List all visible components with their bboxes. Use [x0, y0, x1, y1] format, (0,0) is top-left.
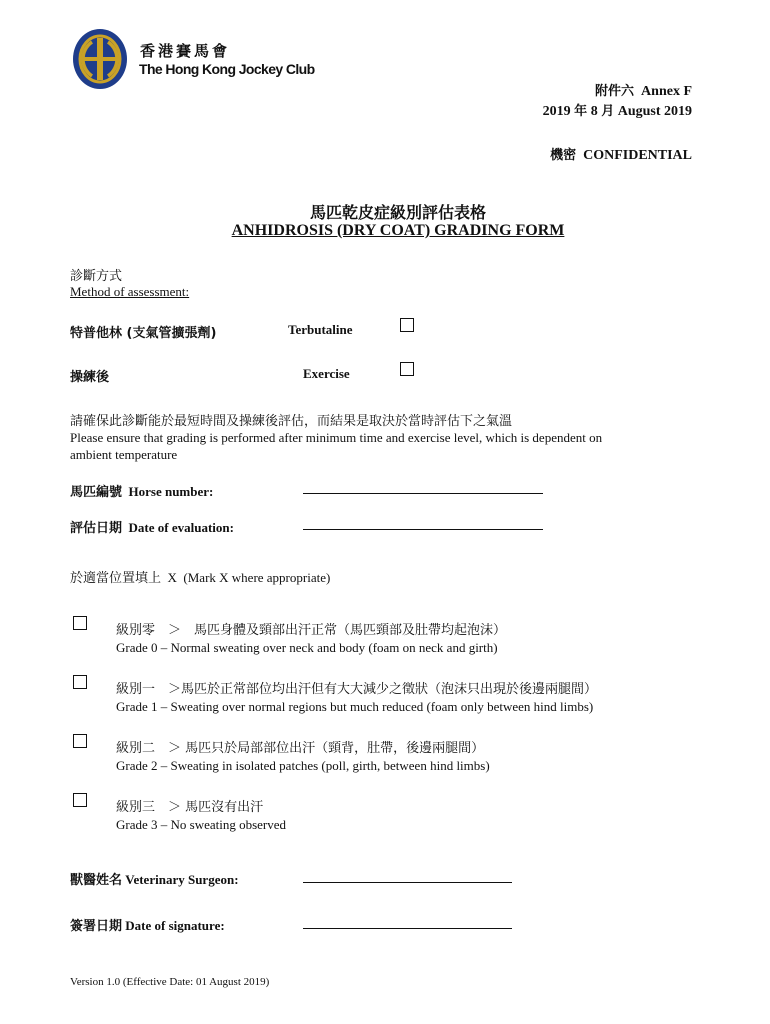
grade-2-english: Grade 2 – Sweating in isolated patches (poll, girth, between hind limbs): [116, 758, 490, 773]
grade-3-chinese: 級別三 ＞ 馬匹沒有出汗: [116, 800, 264, 815]
grade-2-checkbox[interactable]: [73, 734, 87, 748]
mark-instruction: 於適當位置填上 X (Mark X where appropriate): [70, 570, 331, 586]
logo-english-text: The Hong Kong Jockey Club: [139, 61, 315, 77]
grade-0-english: Grade 0 – Normal sweating over neck and body (foam on neck and girth): [116, 640, 498, 655]
grade-1-english: Grade 1 – Sweating over normal regions but much reduced (foam only between hind limbs): [116, 699, 594, 714]
signature-date-label: 簽署日期 Date of signature:: [70, 918, 225, 934]
horse-number-input-line[interactable]: [303, 493, 543, 494]
evaluation-date-input-line[interactable]: [303, 529, 543, 530]
document-date: 2019 年 8 月 August 2019: [542, 104, 692, 119]
method-exercise-english: Exercise: [303, 366, 350, 381]
hkjc-logo-icon: [72, 28, 128, 90]
logo-chinese-text: 香港賽馬會: [140, 42, 231, 60]
grade-2-chinese: 級別二 ＞ 馬匹只於局部部位出汗（頸背，肚帶，後邊兩腿間）: [116, 741, 485, 756]
grade-3-english: Grade 3 – No sweating observed: [116, 817, 287, 832]
note-chinese: 請確保此診斷能於最短時間及操練後評估，而結果是取決於當時評估下之氣溫: [70, 414, 513, 429]
veterinary-surgeon-label: 獸醫姓名 Veterinary Surgeon:: [70, 872, 239, 888]
grade-0-chinese: 級別零 ＞ 馬匹身體及頸部出汗正常（馬匹頸部及肚帶均起泡沫）: [116, 623, 507, 638]
form-title-english: ANHIDROSIS (DRY COAT) GRADING FORM: [231, 222, 565, 239]
method-label-english: Method of assessment:: [70, 284, 190, 299]
version-footer: Version 1.0 (Effective Date: 01 August 2019): [70, 976, 270, 988]
note-english-line2: ambient temperature: [70, 447, 178, 462]
horse-number-label: 馬匹編號 Horse number:: [70, 484, 214, 500]
form-title-chinese: 馬匹乾皮症級別評估表格: [309, 203, 486, 222]
signature-date-input-line[interactable]: [303, 928, 512, 929]
evaluation-date-label: 評估日期 Date of evaluation:: [70, 520, 234, 536]
veterinary-surgeon-input-line[interactable]: [303, 882, 512, 883]
grade-3-checkbox[interactable]: [73, 793, 87, 807]
note-english-line1: Please ensure that grading is performed after minimum time and exercise level, which is dependent on: [70, 430, 603, 445]
grade-1-chinese: 級別一 ＞馬匹於正常部位均出汗但有大大減少之徵狀（泡沫只出現於後邊兩腿間）: [116, 682, 598, 697]
confidential-label: 機密 CONFIDENTIAL: [550, 148, 692, 163]
grade-0-checkbox[interactable]: [73, 616, 87, 630]
method-terbutaline-chinese: 特普他林 (支氣管擴張劑): [70, 326, 217, 341]
exercise-checkbox[interactable]: [400, 362, 414, 376]
method-label-chinese: 診斷方式: [70, 269, 123, 284]
annex-label: 附件六 Annex F: [595, 84, 692, 99]
method-terbutaline-english: Terbutaline: [288, 322, 353, 337]
method-exercise-chinese: 操練後: [70, 370, 110, 385]
terbutaline-checkbox[interactable]: [400, 318, 414, 332]
grade-1-checkbox[interactable]: [73, 675, 87, 689]
